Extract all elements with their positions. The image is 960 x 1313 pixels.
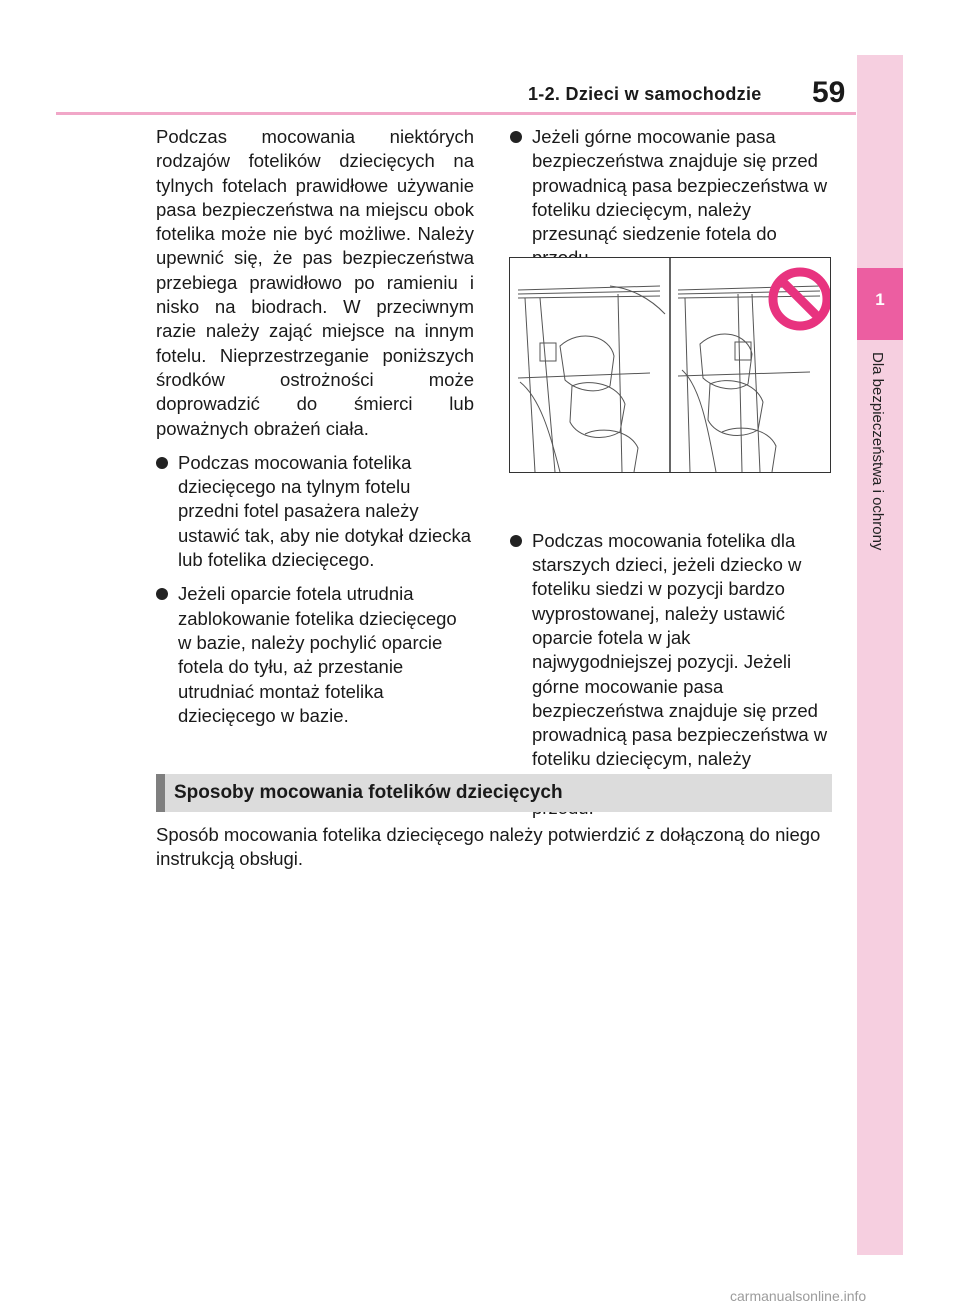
side-tab-number: 1 <box>875 290 885 309</box>
page-number: 59 <box>812 76 846 109</box>
section-heading: Sposoby mocowania fotelików dziecięcych <box>174 782 563 803</box>
bullet-icon <box>510 535 522 547</box>
list-item <box>156 451 474 572</box>
intro-paragraph: Podczas mocowania niektórych rodzajów fotelików dziecięcych na tylnych fotelach prawidłowe używanie pasa bezpieczeństwa na miejscu obok fotelika może nie być możliwe. Należy upewnić się, że pas bezpieczeństwa przebiega prawidłowo po ramieniu i nisko na biodrach. W przeciwnym razie należy zająć miejsce na innym fotelu. Nieprzestrzeganie poniższych środków ostrożności może doprowadzić do śmierci lub poważnych obrażeń ciała. <box>156 126 474 439</box>
prohibition-icon <box>773 272 827 326</box>
bullet-text: Jeżeli górne mocowanie pasa bezpieczeństwa znajduje się przed prowadnicą pasa bezpieczeństwa w foteliku dziecięcym, należy przesunąć siedzenie fotela do <box>532 126 828 245</box>
side-tab-label: Dla bezpieczeństwa i ochrony <box>869 352 886 551</box>
footer-watermark: carmanualsonline.info <box>730 1288 867 1304</box>
left-column <box>156 125 474 728</box>
side-tab <box>857 55 903 1255</box>
section-heading-band <box>156 774 832 812</box>
bullet-text: Podczas mocowania fotelika dla starszych dzieci, jeżeli dziecko w foteliku siedzi w pozycji bardzo wyprostowanej, należy ustawić oparcie fotela w jak najwygodniejszej pozycji. Jeżeli górne mocowanie pasa bezpieczeństwa znajduje się przed prowadnicą pasa bezpieczeństwa w foteliku dziecięcym, należy <box>532 529 828 770</box>
bullet-text: Podczas mocowania fotelika dziecięcego na tylnym fotelu przedni fotel pasażera należy ustawić tak, aby nie dotykał dziecka lub fotelika dziecięcego. <box>178 451 472 571</box>
car-seat-illustration <box>509 257 831 473</box>
bullet-text: Jeżeli oparcie fotela utrudnia zablokowanie fotelika dziecięcego w bazie, należy pochylić oparcie fotela do tyłu, aż przestanie utrudniać montaż fotelika dziecięcego w bazie. <box>178 583 457 726</box>
car-seat-illustration-svg <box>510 258 830 472</box>
bullet-icon <box>156 457 168 469</box>
bullet-icon <box>156 588 168 600</box>
section-paragraph: Sposób mocowania fotelika dziecięcego należy potwierdzić z dołączoną do niego instrukcją obsługi. <box>156 824 821 870</box>
section-heading-bar <box>156 774 165 812</box>
bullet-icon <box>510 131 522 143</box>
list-item <box>510 125 830 271</box>
list-item <box>156 582 474 728</box>
header-rule <box>56 112 856 115</box>
section-title: 1-2. Dzieci w samochodzie <box>528 84 762 104</box>
